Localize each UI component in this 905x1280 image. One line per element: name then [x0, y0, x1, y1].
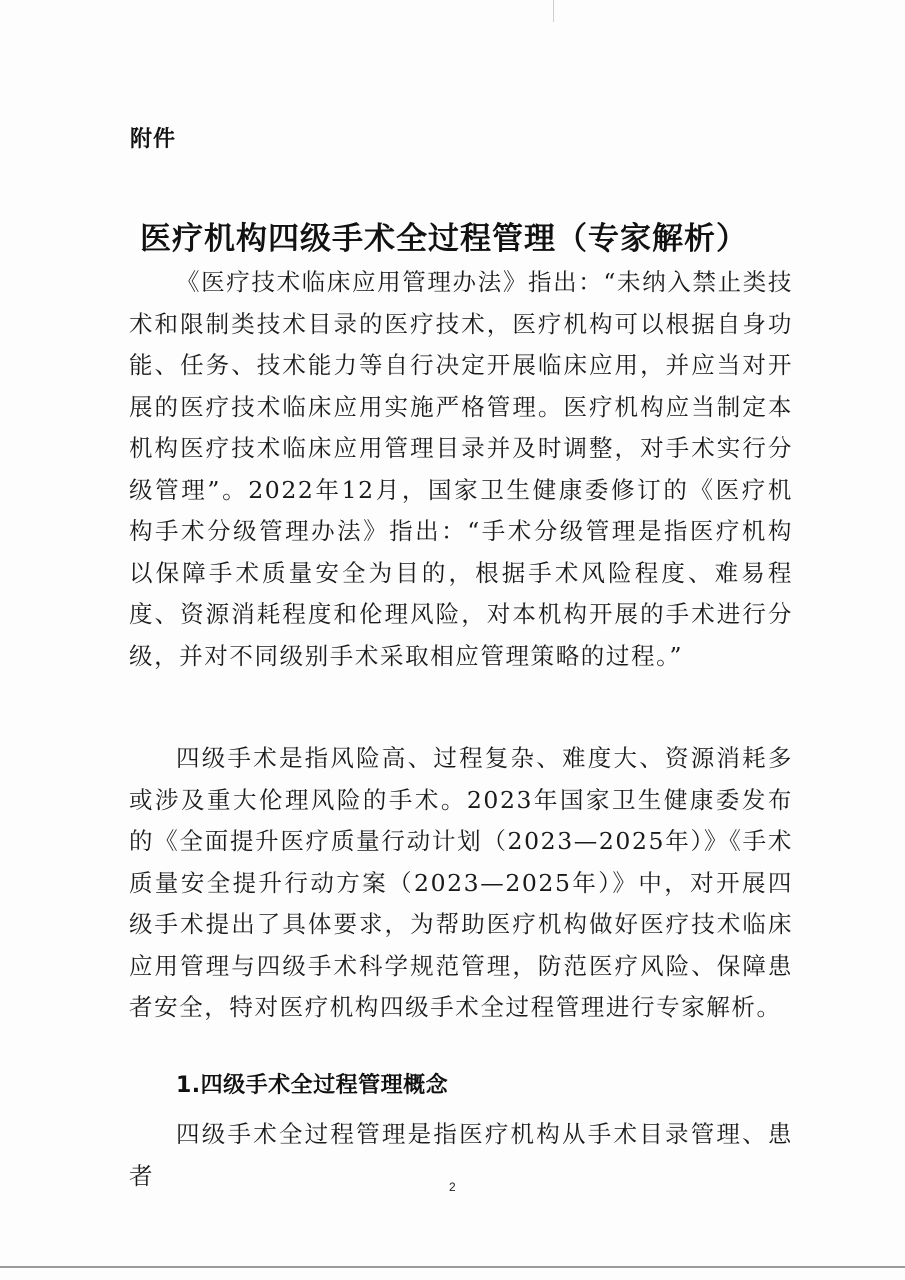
- page-number: 2: [449, 1180, 456, 1194]
- section-heading: 1.四级手术全过程管理概念: [176, 1073, 449, 1098]
- attachment-label: 附件: [130, 127, 177, 152]
- paragraph-intro: 《医疗技术临床应用管理办法》指出：“未纳入禁止类技术和限制类技术目录的医疗技术，医疗机构可以根据自身功能、任务、技术能力等自行决定开展临床应用，并应当对开展的医疗技术临床应用实施严格管理。医疗机构应当制定本机构医疗技术临床应用管理目录并及时调整，对手术实行分级管理”。2022年12月，国家卫生健康委修订的《医疗机构手术分级管理办法》指出：“手术分级管理是指医疗机构以保障手术质量安全为目的，根据手术风险程度、难易程度、资源消耗程度和伦理风险，对本机构开展的手术进行分级，并对不同级别手术采取相应管理策略的过程。”: [129, 268, 793, 670]
- paragraph-concept: 四级手术全过程管理是指医疗机构从手术目录管理、患者: [129, 1120, 793, 1190]
- scan-mark: [553, 0, 554, 22]
- paragraph-definition: 四级手术是指风险高、过程复杂、难度大、资源消耗多或涉及重大伦理风险的手术。2023年国家卫生健康委发布的《全面提升医疗质量行动计划（2023—2025年）》《手术质量安全提升行动方案（2023—2025年）》中，对开展四级手术提出了具体要求，为帮助医疗机构做好医疗技术临床应用管理与四级手术科学规范管理，防范医疗风险、保障患者安全，特对医疗机构四级手术全过程管理进行专家解析。: [129, 744, 793, 1021]
- page-bottom-edge: [0, 1266, 905, 1268]
- document-title: 医疗机构四级手术全过程管理（专家解析）: [140, 221, 748, 257]
